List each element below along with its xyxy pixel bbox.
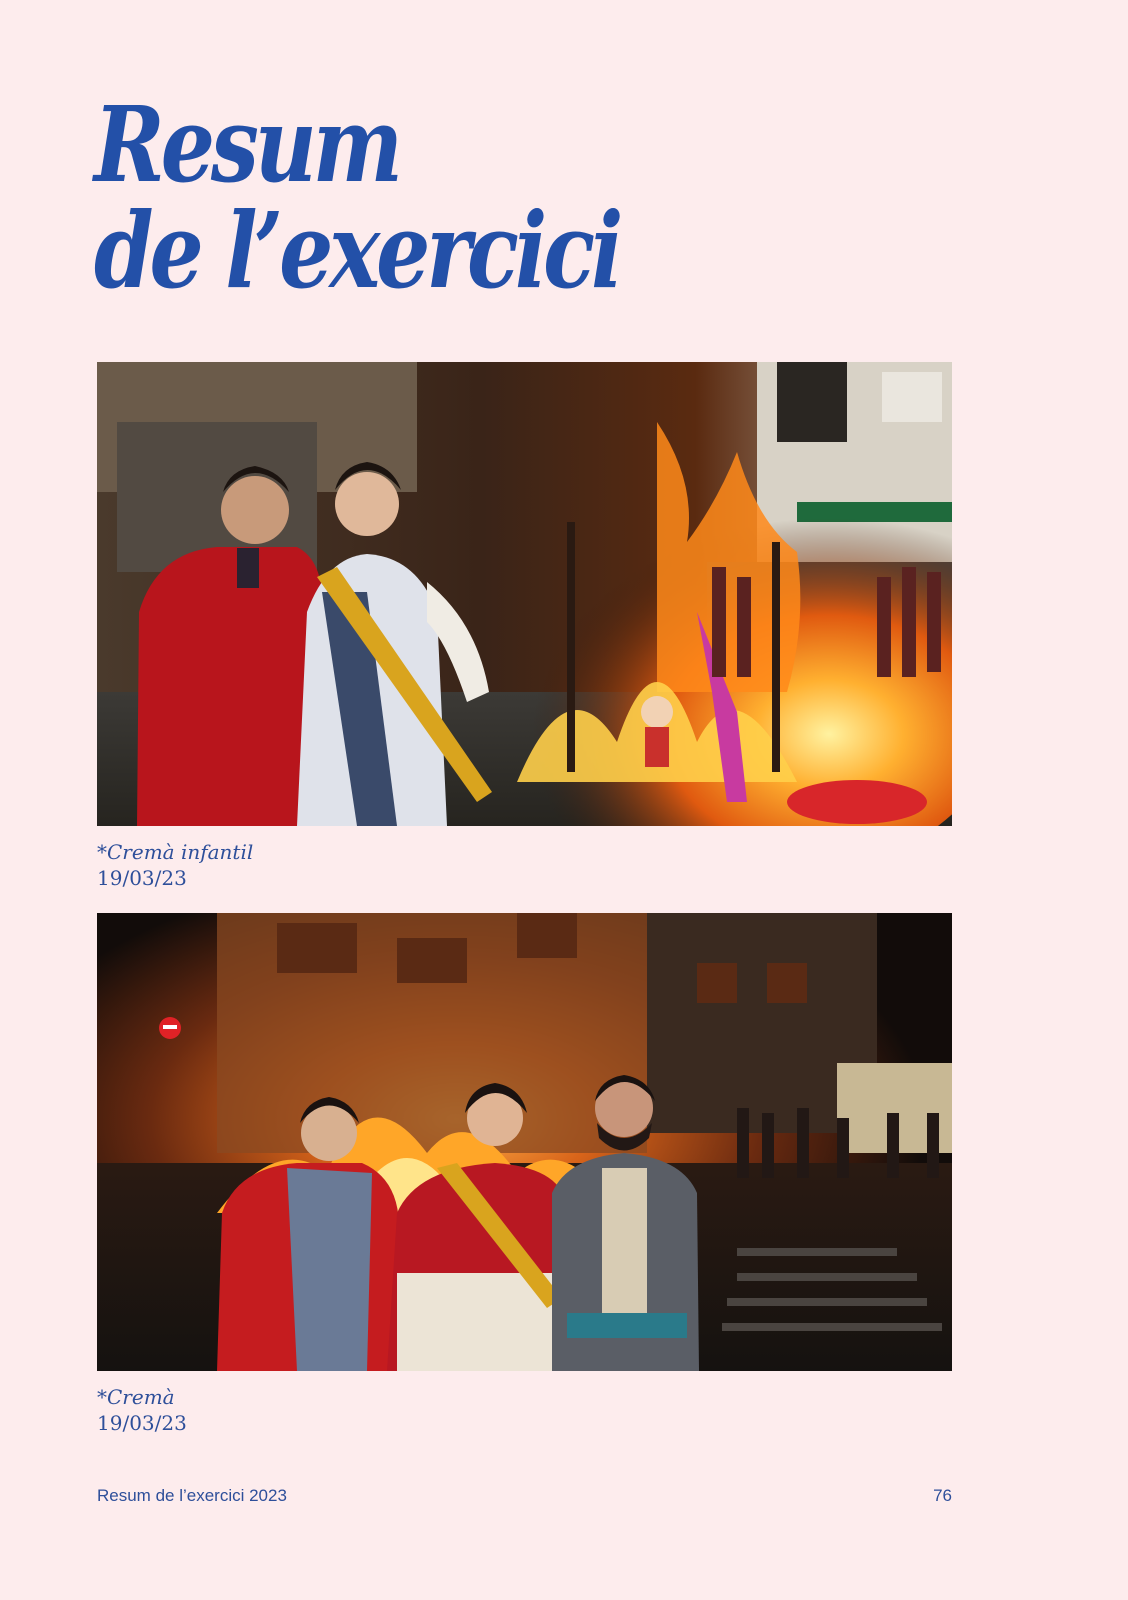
caption-title: *Cremà bbox=[97, 1385, 175, 1409]
page-number: 76 bbox=[933, 1486, 952, 1505]
footer-document-title: Resum de l’exercici 2023 bbox=[97, 1486, 287, 1505]
caption-date: 19/03/23 bbox=[97, 1411, 187, 1435]
page-title-line-2: de l’exercici bbox=[94, 189, 620, 312]
photo-crema-infantil-image bbox=[97, 362, 952, 826]
photo-crema-infantil bbox=[97, 362, 952, 826]
page-title bbox=[94, 83, 620, 312]
caption-date: 19/03/23 bbox=[97, 866, 187, 890]
photo-caption-1 bbox=[97, 839, 253, 891]
photo-caption-2 bbox=[97, 1384, 187, 1436]
photo-crema bbox=[97, 913, 952, 1371]
page-title-line-1: Resum bbox=[94, 83, 399, 206]
caption-title: *Cremà infantil bbox=[97, 840, 254, 864]
photo-crema-image bbox=[97, 913, 952, 1371]
